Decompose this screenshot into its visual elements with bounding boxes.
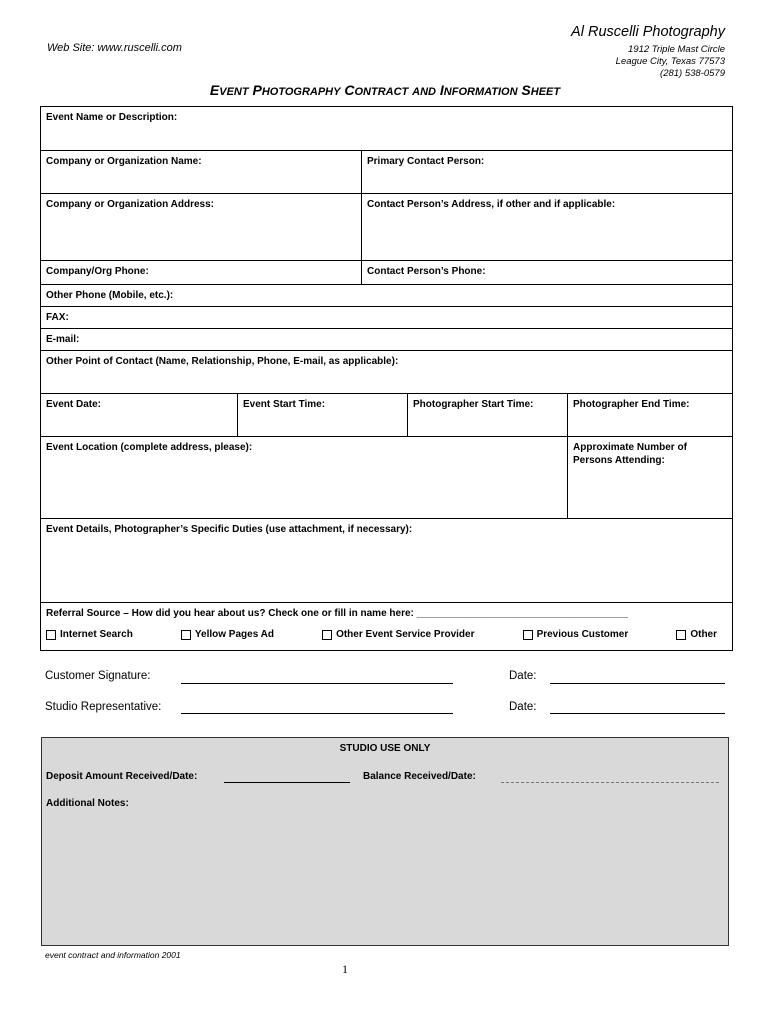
event-start-field[interactable]: Event Start Time: (238, 394, 408, 437)
company-name-field[interactable]: Company or Organization Name: (41, 151, 362, 194)
studio-rep-label: Studio Representative: (45, 701, 162, 713)
website: Web Site: www.ruscelli.com (47, 42, 182, 54)
checkbox-icon[interactable] (181, 630, 191, 640)
studio-phone: (281) 538-0579 (660, 68, 725, 79)
page-number: 1 (342, 962, 348, 976)
balance-line[interactable] (501, 782, 719, 783)
studio-name: Al Ruscelli Photography (571, 24, 725, 40)
referral-option-yellow-pages[interactable]: Yellow Pages Ad (181, 628, 274, 641)
company-phone-field[interactable]: Company/Org Phone: (41, 261, 362, 285)
customer-signature-label: Customer Signature: (45, 670, 151, 682)
event-date-field[interactable]: Event Date: (41, 394, 238, 437)
checkbox-icon[interactable] (523, 630, 533, 640)
fax-field[interactable]: FAX: (41, 307, 733, 329)
deposit-label: Deposit Amount Received/Date: (46, 771, 198, 782)
studio-rep-date-line[interactable] (550, 713, 725, 714)
customer-signature-line[interactable] (181, 683, 453, 684)
referral-option-internet[interactable]: Internet Search (46, 628, 133, 641)
company-address-field[interactable]: Company or Organization Address: (41, 194, 362, 261)
referral-question[interactable]: Referral Source – How did you hear about us? Check one or fill in name here: ______________________________________ (46, 608, 628, 619)
photographer-end-field[interactable]: Photographer End Time: (568, 394, 733, 437)
contact-address-field[interactable]: Contact Person’s Address, if other and if applicable: (362, 194, 733, 261)
event-location-field[interactable]: Event Location (complete address, please): (41, 437, 568, 519)
contact-phone-field[interactable]: Contact Person’s Phone: (362, 261, 733, 285)
checkbox-icon[interactable] (676, 630, 686, 640)
event-name-field[interactable]: Event Name or Description: (41, 107, 733, 151)
email-field[interactable]: E-mail: (41, 329, 733, 351)
referral-section (41, 603, 733, 651)
studio-use-section (41, 737, 729, 946)
persons-attending-field[interactable]: Approximate Number of Persons Attending: (568, 437, 733, 519)
additional-notes-label: Additional Notes: (46, 798, 129, 809)
studio-rep-date-label: Date: (509, 701, 537, 713)
balance-label: Balance Received/Date: (363, 771, 476, 782)
footer-note: event contract and information 2001 (45, 950, 181, 960)
page-title: EVENT PHOTOGRAPHY CONTRACT AND INFORMATION SHEET (209, 82, 561, 98)
primary-contact-field[interactable]: Primary Contact Person: (362, 151, 733, 194)
address-line-2: League City, Texas 77573 (615, 56, 725, 67)
customer-date-line[interactable] (550, 683, 725, 684)
deposit-line[interactable] (224, 782, 350, 783)
contract-form (40, 106, 733, 651)
referral-option-other[interactable]: Other (676, 628, 717, 641)
other-phone-field[interactable]: Other Phone (Mobile, etc.): (41, 285, 733, 307)
event-details-field[interactable]: Event Details, Photographer’s Specific Duties (use attachment, if necessary): (41, 519, 733, 603)
checkbox-icon[interactable] (46, 630, 56, 640)
referral-option-previous-customer[interactable]: Previous Customer (523, 628, 629, 641)
photographer-start-field[interactable]: Photographer Start Time: (408, 394, 568, 437)
customer-date-label: Date: (509, 670, 537, 682)
address-line-1: 1912 Triple Mast Circle (628, 44, 725, 55)
referral-options (46, 628, 727, 641)
studio-rep-line[interactable] (181, 713, 453, 714)
studio-use-title: STUDIO USE ONLY (339, 743, 431, 754)
other-contact-field[interactable]: Other Point of Contact (Name, Relationship, Phone, E-mail, as applicable): (41, 351, 733, 394)
referral-option-service-provider[interactable]: Other Event Service Provider (322, 628, 474, 641)
studio-address (616, 44, 725, 80)
checkbox-icon[interactable] (322, 630, 332, 640)
